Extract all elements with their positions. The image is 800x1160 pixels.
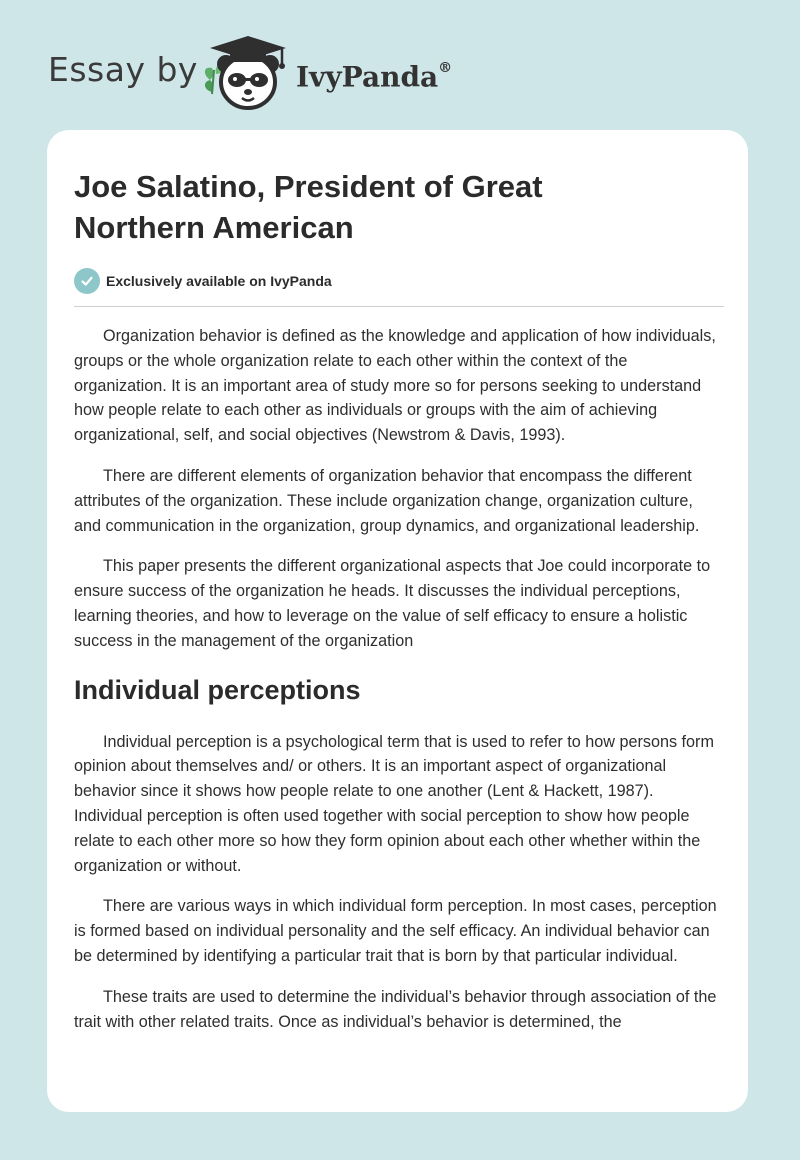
brand-name[interactable] [296,52,452,97]
paragraph: This paper presents the different organizational aspects that Joe could incorporate to ensure success of the organization he heads. It discusses the individual perceptions, learning theories, and how to leverage on the value of self efficacy to ensure a holistic success in the management of the organization [74,557,711,650]
registered-mark: ® [438,60,453,76]
site-header [0,0,800,130]
brand-prefix: Essay by [48,50,198,89]
paragraph: There are various ways in which individual form perception. In most cases, perception is formed based on individual personality and the self efficacy. An individual behavior can be determined by identifying a particular trait that is born by that particular individual. [74,897,717,965]
exclusive-label: Exclusively available on IvyPanda [106,273,332,289]
paragraph: Organization behavior is defined as the knowledge and application of how individuals, groups or the whole organization relate to each other within the context of the organization. It is an important area of study more so for persons seeking to understand how people relate to each other as individuals or groups with the aim of achieving organizational, self, and social objectives (Newstrom & Davis, 1993). [74,327,716,445]
essay-card [47,130,748,1112]
paragraph: These traits are used to determine the individual’s behavior through association of the trait with other related traits. Once as individual’s behavior is determined, the [74,987,717,1031]
essay-title: Joe Salatino, President of Great Northern American [74,169,543,245]
paragraph: Individual perception is a psychological term that is used to refer to how persons form opinion about themselves and/ or others. It is an important aspect of organizational behavior since it shows how people relate to one another (Lent & Hackett, 1987). Individual perception is often used together with social perception to show how people relate to each other more so how they form opinion about each other whether within the organization or without. [74,732,714,875]
title-divider [74,306,724,307]
exclusive-badge [74,268,724,294]
panda-graduate-logo-icon[interactable] [200,30,296,114]
brand-name-text: IvyPanda [296,60,439,94]
essay-body [74,324,724,1034]
checkmark-icon [74,268,100,294]
paragraph: There are different elements of organization behavior that encompass the different attributes of the organization. These include organization change, organization culture, and communication in the organization, group dynamics, and organizational leadership. [74,466,700,535]
section-heading: Individual perceptions [74,674,361,705]
essay-content [74,166,724,1050]
